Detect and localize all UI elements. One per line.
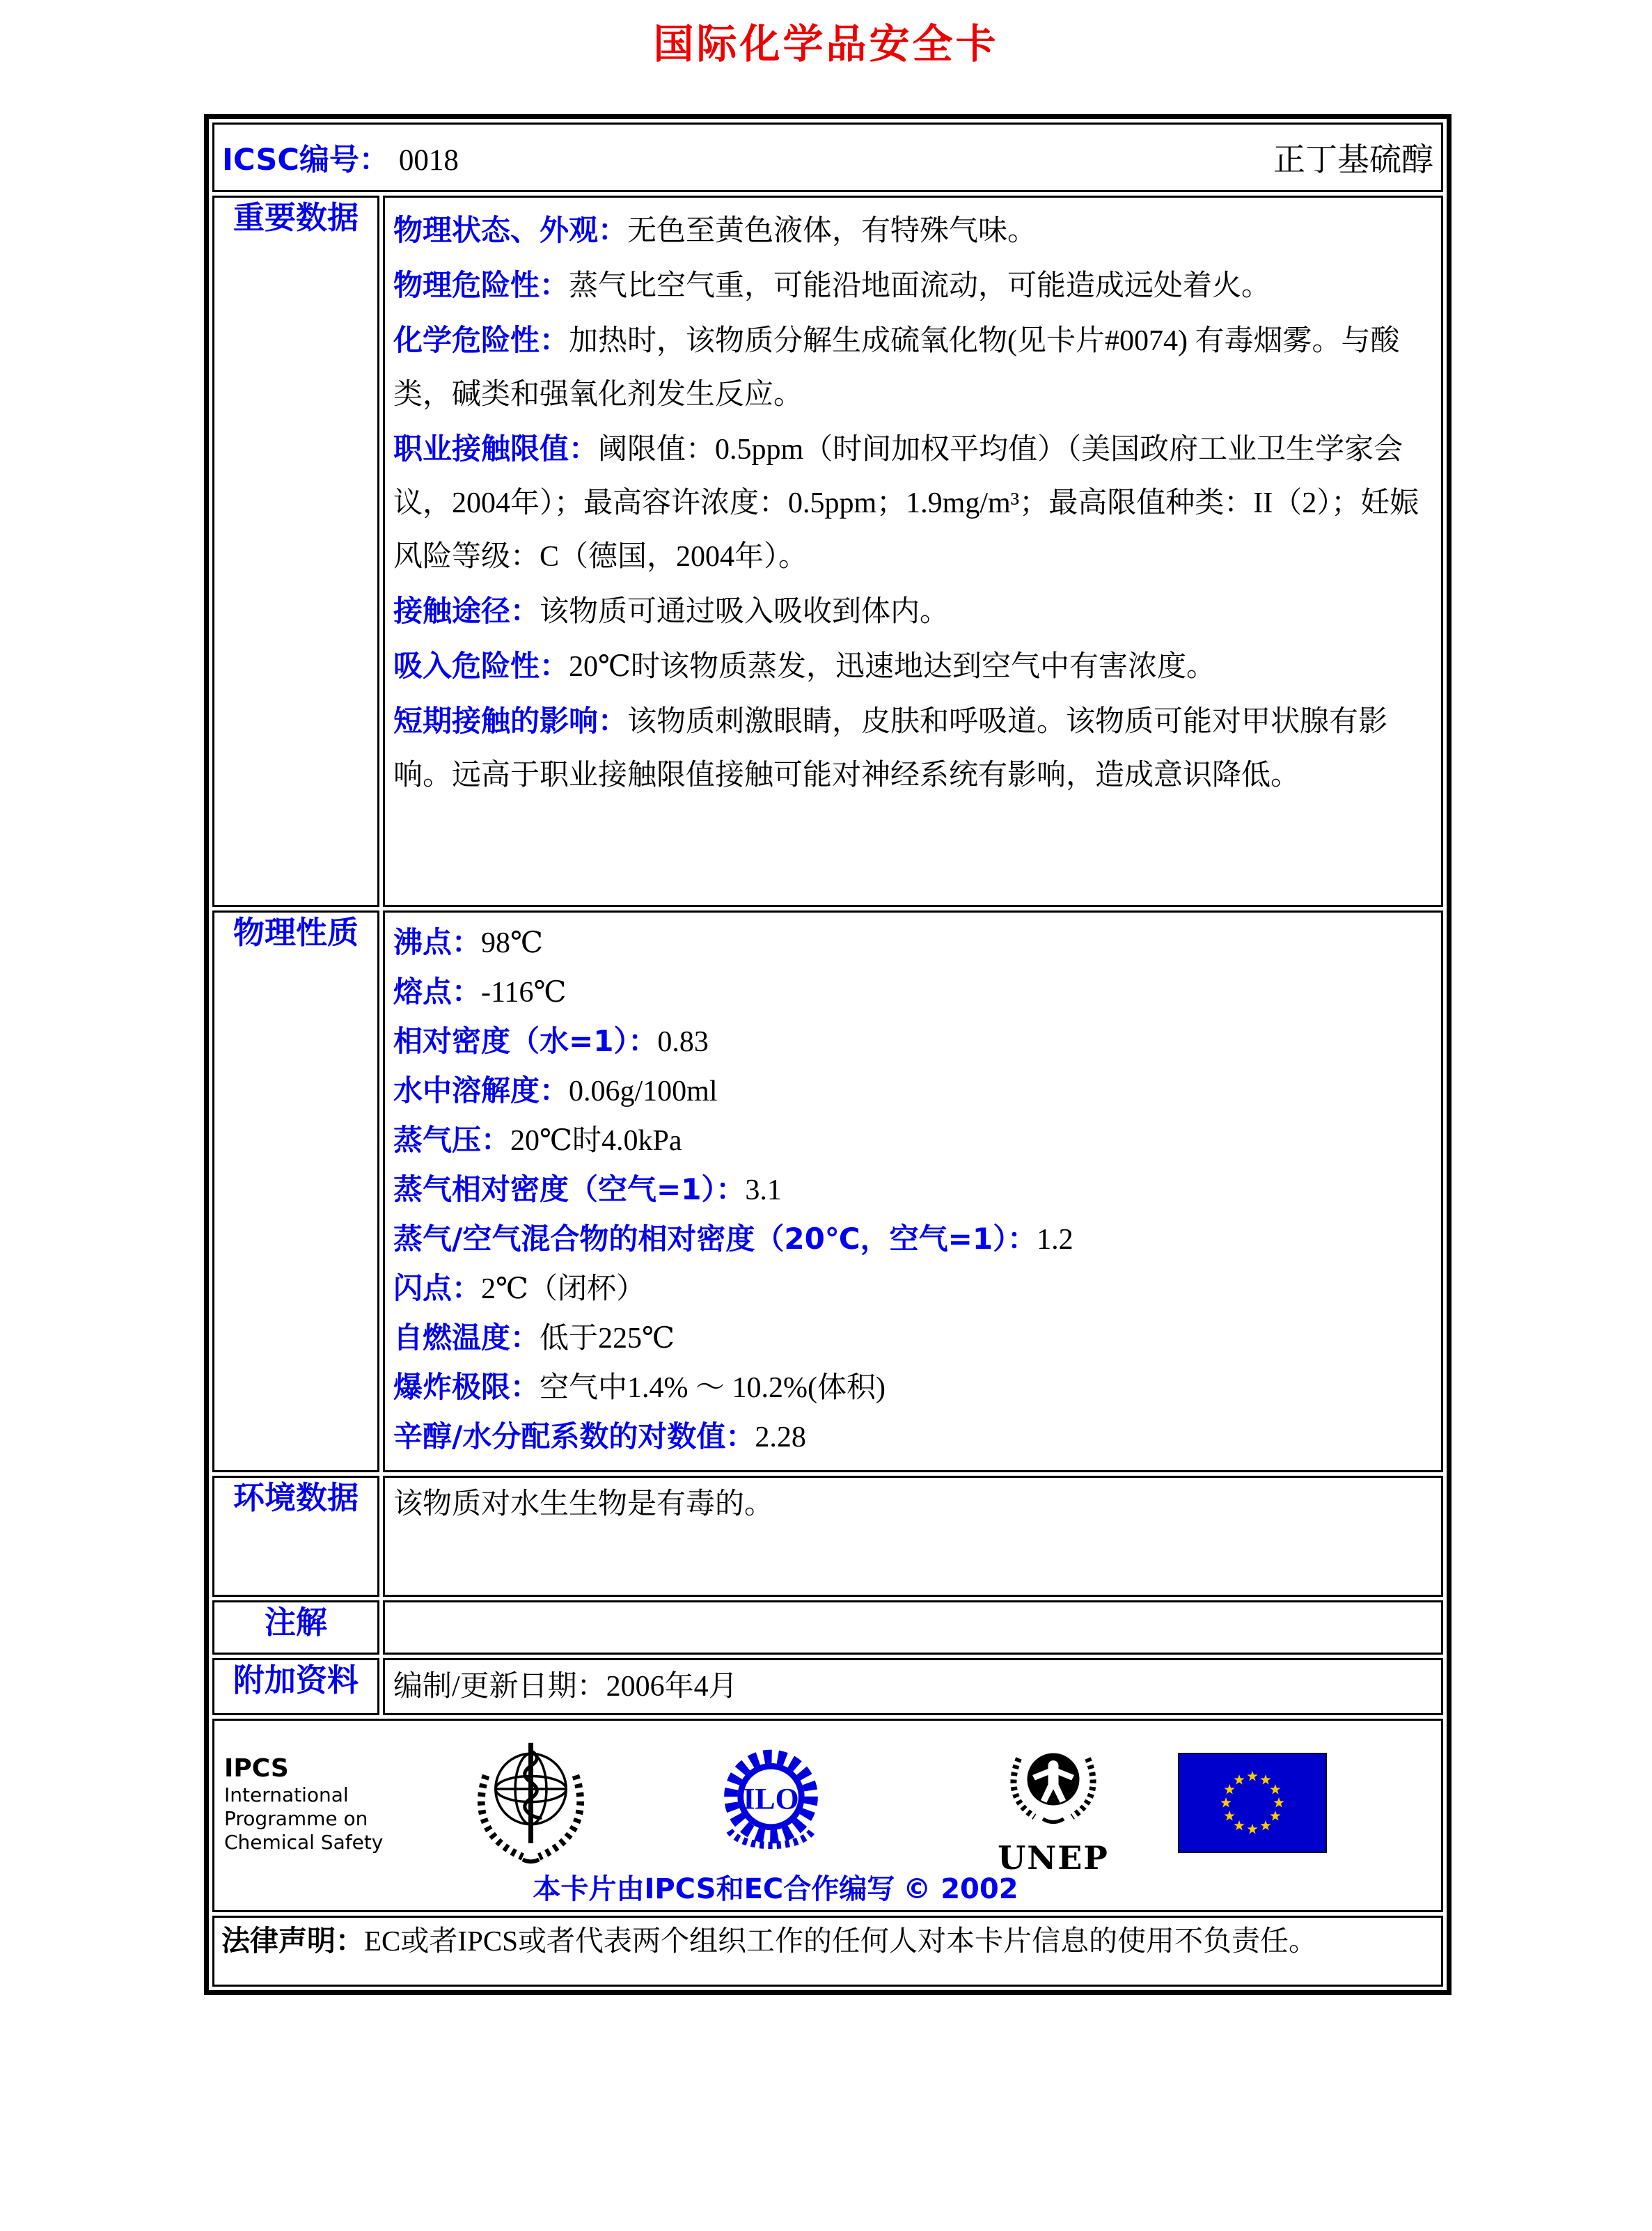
section-content-important-data (383, 196, 1443, 907)
field-label: 短期接触的影响： (393, 704, 628, 738)
field-value: 无色至黄色液体，有特殊气味。 (627, 215, 1037, 247)
field-label: 接触途径： (393, 594, 540, 628)
ilo-logo-icon (710, 1743, 832, 1865)
caption-copyright: © 2002 (903, 1873, 1018, 1905)
icsc-card-table (204, 114, 1452, 1995)
field-label: 闪点： (393, 1271, 482, 1305)
field-value: 阈限值：0.5ppm（时间加权平均值）（美国政府工业卫生学家会议，2004年）；最高容许浓度：0.5ppm；1.9mg/m³；最高限值种类：II（2）；妊娠风险等级：C（德国，2004年）。 (393, 434, 1419, 573)
ipcs-line: International (224, 1783, 349, 1806)
field-value: 20℃时4.0kPa (510, 1125, 682, 1157)
data-item (393, 258, 1433, 313)
field-value: 2.28 (755, 1421, 806, 1453)
field-label: 沸点： (393, 925, 482, 959)
section-label-physical-properties: 物理性质 (212, 910, 379, 1472)
field-label: 辛醇/水分配系数的对数值： (393, 1419, 755, 1453)
field-value: 2℃（闭杯） (481, 1273, 645, 1305)
logos-caption (214, 1873, 1441, 1906)
unep-logo-block (973, 1733, 1133, 1875)
additional-info-text: 编制/更新日期：2006年4月 (393, 1671, 738, 1703)
data-item (393, 1363, 1433, 1412)
chemical-name: 正丁基硫醇 (1273, 142, 1433, 178)
field-label: 爆炸极限： (393, 1370, 540, 1404)
ipcs-line: Programme on (224, 1807, 368, 1830)
ipcs-text-block (224, 1754, 383, 1854)
ipcs-line: Chemical Safety (224, 1831, 384, 1854)
field-value: 空气中1.4% ～ 10.2%(体积) (540, 1372, 886, 1404)
section-content-additional-info (383, 1658, 1443, 1715)
data-item (393, 584, 1433, 639)
field-label: 物理状态、外观： (393, 213, 628, 247)
data-item (393, 1314, 1433, 1363)
field-value: 20℃时该物质蒸发，迅速地达到空气中有害浓度。 (569, 651, 1216, 683)
section-label-notes: 注解 (212, 1600, 379, 1655)
section-content-environmental-data (383, 1476, 1443, 1597)
field-label: 蒸气/空气混合物的相对密度（20℃，空气=1）： (393, 1222, 1037, 1256)
page-title: 国际化学品安全卡 (653, 20, 999, 68)
ipcs-title: IPCS (224, 1754, 289, 1783)
unep-logo-icon (1001, 1733, 1106, 1838)
field-value: 蒸气比空气重，可能沿地面流动，可能造成远处着火。 (569, 270, 1271, 302)
legal-text: EC或者IPCS或者代表两个组织工作的任何人对本卡片信息的使用不负责任。 (364, 1925, 1317, 1957)
data-item (393, 1215, 1433, 1264)
data-item (393, 203, 1433, 258)
data-item (393, 422, 1433, 584)
field-value: 加热时，该物质分解生成硫氧化物(见卡片#0074) 有毒烟雾。与酸类，碱类和强氧化剂发生反应。 (393, 325, 1400, 411)
field-label: 相对密度（水=1）： (393, 1024, 658, 1058)
icsc-number-group (222, 136, 459, 179)
field-label: 蒸气相对密度（空气=1）： (393, 1172, 746, 1206)
field-value: 0.06g/100ml (569, 1075, 718, 1107)
legal-cell (212, 1916, 1443, 1987)
data-item (393, 1017, 1433, 1066)
icsc-number-label: ICSC编号： (222, 142, 389, 178)
environmental-data-text: 该物质对水生生物是有毒的。 (393, 1488, 774, 1520)
logos-cell (212, 1719, 1443, 1912)
field-value: 低于225℃ (540, 1323, 675, 1355)
card-header (215, 125, 1440, 189)
section-content-physical-properties (383, 910, 1443, 1472)
data-item (393, 1116, 1433, 1165)
field-value: 0.83 (657, 1026, 709, 1058)
field-value: 该物质刺激眼睛，皮肤和呼吸道。该物质可能对甲状腺有影响。远高于职业接触限值接触可能对神经系统有影响，造成意识降低。 (393, 706, 1388, 791)
data-item (393, 1165, 1433, 1215)
field-value: 98℃ (481, 927, 543, 959)
legal-label: 法律声明： (221, 1924, 364, 1957)
field-value: 1.2 (1037, 1224, 1073, 1256)
field-label: 职业接触限值： (393, 432, 599, 466)
field-label: 化学危险性： (393, 323, 569, 357)
field-label: 吸入危险性： (393, 649, 569, 683)
eu-flag-icon (1178, 1753, 1327, 1853)
section-label-additional-info: 附加资料 (212, 1658, 379, 1715)
caption-text: 本卡片由IPCS和EC合作编写 (533, 1873, 895, 1905)
field-label: 蒸气压： (393, 1123, 511, 1157)
section-content-notes (383, 1600, 1443, 1655)
field-label: 熔点： (393, 975, 482, 1009)
section-label-environmental-data: 环境数据 (212, 1476, 379, 1597)
data-item (393, 1066, 1433, 1116)
data-item (393, 639, 1433, 694)
field-value: -116℃ (481, 977, 567, 1009)
data-item (393, 918, 1433, 968)
field-value: 3.1 (745, 1174, 782, 1206)
data-item (393, 1412, 1433, 1462)
data-item (393, 694, 1433, 803)
field-label: 自燃温度： (393, 1321, 540, 1355)
unep-label: UNEP (998, 1839, 1109, 1877)
field-label: 水中溶解度： (393, 1073, 569, 1107)
data-item (393, 1264, 1433, 1314)
icsc-number-value: 0018 (398, 143, 459, 177)
section-label-important-data: 重要数据 (212, 196, 379, 907)
field-label: 物理危险性： (393, 268, 569, 302)
who-logo-icon (463, 1735, 599, 1870)
data-item (393, 968, 1433, 1017)
data-item (393, 313, 1433, 422)
ilo-letters: ILO (743, 1782, 799, 1816)
card-header-cell (212, 123, 1443, 192)
field-value: 该物质可通过吸入吸收到体内。 (540, 596, 950, 628)
